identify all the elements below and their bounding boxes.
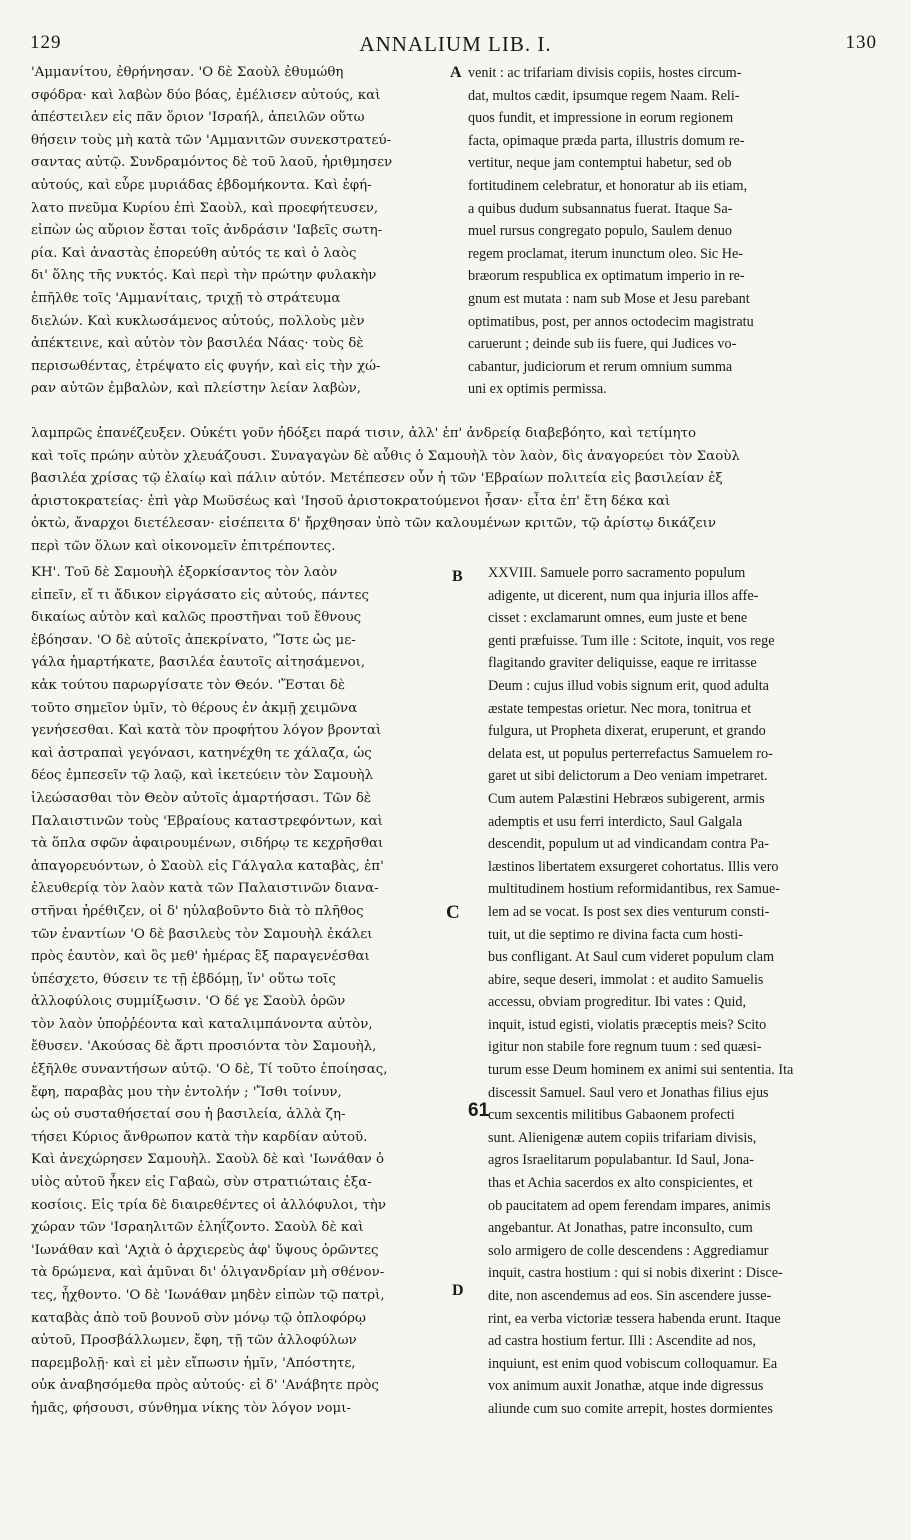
text-line: facta, opimaque præda parta, illustris domum re- <box>468 132 745 149</box>
text-line: ἱλεώσασθαι τὸν Θεὸν αὐτοῖς ἁμαρτήσασι. Τῶν δὲ <box>31 790 372 806</box>
text-line: ob paucitatem ad opem ferendam impares, animis <box>488 1197 771 1214</box>
text-line: læstinos libertatem exsurgeret cohortatus. Illis vero <box>488 858 779 875</box>
text-line: σφόδρα· καὶ λαβὼν δύο βόας, ἐμέλισεν αὐτούς, καὶ <box>31 87 381 103</box>
text-line: dite, non ascendemus ad eos. Sin ascendere jusse- <box>488 1288 772 1304</box>
text-line: optimatibus, post, per annos octodecim magistratu <box>468 313 754 330</box>
text-line: tuit, ut die septimo re divina facta cum hosti- <box>488 926 743 943</box>
left-page-number: 129 <box>30 32 62 53</box>
text-line: inquiunt, est enim quod vobiscum colloquamur. Ea <box>488 1355 778 1372</box>
text-line: ἔφη, παραβὰς μου τὴν ἐντολήν ; 'Ἴσθι τοίνυν, <box>31 1084 342 1100</box>
margin-number: 61 <box>468 1100 490 1121</box>
text-line: καὶ τοῖς πρώην αὐτὸν χλευάζουσι. Συναγαγὼν δὲ αὖθις ὁ Σαμουὴλ τὸν λαὸν, δὶς ἀναγορεύει τὸν Σαοὺλ <box>31 448 740 464</box>
margin-letter-a: A <box>450 64 462 81</box>
text-line: multitudinem hostium reformidantibus, rex Samue- <box>488 881 780 898</box>
text-line: cabantur, judiciorum et rerum omnium summa <box>468 358 733 375</box>
text-line: cum sexcentis militibus Gabaonem profecti <box>488 1107 735 1124</box>
text-line: περισωθέντας, ἐτρέψατο εἰς φυγήν, καὶ εἰς τὴν χώ- <box>31 358 381 374</box>
text-line: εἰπεῖν, εἴ τι ἄδικον εἰργάσατο εἰς αὐτούς, πάντες <box>31 587 369 603</box>
text-line: τῶν ἐναντίων 'Ο δὲ βασιλεὺς τὸν Σαμουὴλ ἐκάλει <box>31 926 373 942</box>
text-line: inquit, castra hostium : qui si nobis dixerint : Disce- <box>488 1265 783 1282</box>
text-line: οὐκ ἀναβησόμεθα πρὸς αὐτούς· εἰ δ' 'Ανάβητε πρὸς <box>31 1378 379 1394</box>
text-line: venit : ac trifariam divisis copiis, hostes circum- <box>468 65 742 81</box>
text-line: αὐτοῦ, Προσβάλλωμεν, ἔφη, τῇ τῶν ἀλλοφύλων <box>31 1333 357 1349</box>
text-line: adigente, ut dicerent, num qua injuria illos affe- <box>488 587 759 604</box>
text-line: τοῦτο σημεῖον ὑμῖν, τὸ θέρους ἐν ἀκμῇ χειμῶνα <box>31 700 358 716</box>
text-line: thas et Achia sacerdos ex alto conspicientes, et <box>488 1175 753 1192</box>
text-line: τὰ ὅπλα σφῶν ἀφαιρουμένων, σιδήρῳ τε κεχρῆσθαι <box>31 836 384 852</box>
text-line: υἱὸς αὐτοῦ ἧκεν εἰς Γαβαὼ, σὺν στρατιώταις ἑξα- <box>31 1175 372 1191</box>
text-line: καὶ ἀστραπαὶ γεγόνασι, κατηνέχθη τε χάλαζα, ὡς <box>31 745 372 761</box>
text-line: χώραν τῶν 'Ισραηλιτῶν ἐληΐζοντο. Σαοὺλ δὲ καὶ <box>31 1220 364 1236</box>
text-line: ademptis et usu ferri interdicto, Saul Galgala <box>488 813 743 830</box>
text-line: delata est, ut populus perterrefactus Samuelem ro- <box>488 745 773 762</box>
text-line: πρὸς ἑαυτὸν, καὶ ὃς μεθ' ἡμέρας ἓξ παραγενέσθαι <box>31 949 370 965</box>
text-line: γενήσεσθαι. Καὶ κατὰ τὸν προφήτου λόγον βρονταὶ <box>31 723 382 739</box>
running-title: ANNALIUM LIB. I. <box>359 32 552 56</box>
text-line: περὶ τῶν ὅλων καὶ οἰκονομεῖν ἐπιτρέποντες. <box>31 538 336 554</box>
text-line: τήσει Κύριος ἄνθρωπον κατὰ τὴν καρδίαν αὐτοῦ. <box>31 1129 368 1145</box>
text-line: σαντας αὐτῷ. Συνδραμόντος δὲ τοῦ λαοῦ, ἠριθμησεν <box>31 155 393 171</box>
text-line: τες, ἦχθοντο. 'Ο δὲ 'Ιωνάθαν μηδὲν εἰπὼν τῷ πατρὶ, <box>31 1288 385 1303</box>
text-line: θήσειν τοὺς μὴ κατὰ τῶν 'Αμμανιτῶν συνεκστρατεύ- <box>31 132 392 148</box>
text-line: ΚΗ'. Τοῦ δὲ Σαμουὴλ ἐξορκίσαντος τὸν λαὸν <box>31 565 338 580</box>
text-line: Deum : cujus illud vobis signum erit, quod adulta <box>488 677 769 694</box>
text-line: ἀπαγορευόντων, ὁ Σαοὺλ εἰς Γάλγαλα καταβὰς, ἐπ' <box>31 858 384 874</box>
text-line: αὐτούς, καὶ εὗρε μυριάδας ἑβδομήκοντα. Καὶ ἐφή- <box>31 177 372 193</box>
text-line: agros Israelitarum populabantur. Id Saul, Jona- <box>488 1152 754 1169</box>
text-line: 'Αμμανίτου, ἐθρήνησαν. 'Ο δὲ Σαοὺλ ἐθυμώθη <box>31 65 344 80</box>
margin-letter-b: B <box>452 568 463 585</box>
text-line: fulgura, ut Propheta dixerat, eruperunt, et grando <box>488 723 766 740</box>
text-line: κἀκ τούτου παρωργίσατε τὸν Θεόν. 'Ἔσται δὲ <box>31 677 346 693</box>
text-line: λαμπρῶς ἐπανέζευξεν. Οὐκέτι γοῦν ἠδόξει παρά τισιν, ἀλλ' ἐπ' ἀνδρείᾳ διαβεβόητο, καὶ τετίμητο <box>31 426 697 441</box>
text-line: flagitando graviter deliquisse, eaque re irritasse <box>488 655 757 672</box>
text-line: cisset : exclamarunt omnes, eum juste et bene <box>488 610 748 627</box>
latin-column-top <box>468 62 880 401</box>
text-line: solo armigero de colle descendens : Aggrediamur <box>488 1242 769 1259</box>
text-line: ὡς οὐ συσταθήσεταί σου ἡ βασιλεία, ἀλλὰ ζη- <box>31 1107 346 1123</box>
text-line: XXVIII. Samuele porro sacramento populum <box>488 565 746 581</box>
text-line: ἐλευθερίᾳ τὸν λαὸν κατὰ τῶν Παλαιστινῶν διανα- <box>31 881 379 897</box>
text-line: lem ad se vocat. Is post sex dies venturum consti- <box>488 903 770 920</box>
text-line: inquit, istud egisti, violatis præceptis meis? Scito <box>488 1016 767 1033</box>
margin-letter-d: D <box>452 1282 464 1299</box>
margin-letter-c: C <box>446 902 460 923</box>
latin-column-bottom <box>488 562 880 1421</box>
text-line: ρία. Καὶ ἀναστὰς ἐπορεύθη αὐτός τε καὶ ὁ λαὸς <box>31 245 357 261</box>
text-line: ἀλλοφύλοις συμμίξωσιν. 'Ο δέ γε Σαοὺλ ὁρῶν <box>31 994 346 1010</box>
text-line: ἀριστοκρατείας· ἐπὶ γὰρ Μωϋσέως καὶ 'Ιησοῦ ἀριστοκρατούμενοι ἦσαν· εἶτα ἐπ' ἔτη δέκα καὶ <box>31 493 671 509</box>
text-line: regem proclamat, iterum inunctum oleo. Sic He- <box>468 245 743 262</box>
text-line: vox animum auxit Jonathæ, atque inde digressus <box>488 1378 764 1395</box>
text-line: gnum est mutata : nam sub Mose et Jesu parebant <box>468 290 750 307</box>
text-line: δέος ἐμπεσεῖν τῷ λαῷ, καὶ ἱκετεύειν τὸν Σαμουὴλ <box>31 768 374 784</box>
text-line: Παλαιστινῶν τοὺς 'Εβραίους καταστρεφόντων, καὶ <box>31 813 383 829</box>
greek-column-bottom <box>31 562 446 1421</box>
text-line: abire, seque deseri, immolat : et audito Samuelis <box>488 971 764 988</box>
text-line: bræorum respublica ex optimatum imperio in re- <box>468 268 745 285</box>
text-line: angebantur. At Jonathas, patre inconsulto, cum <box>488 1220 753 1237</box>
greek-column-top <box>31 62 446 401</box>
text-line: ὑπέσχετο, θύσειν τε τῇ ἑβδόμῃ, ἵν' οὕτω τοῖς <box>31 971 336 987</box>
text-line: διελών. Καὶ κυκλωσάμενος αὐτούς, πολλοὺς μὲν <box>31 313 365 329</box>
text-line: ad castra hostium fertur. Illi : Ascendite ad nos, <box>488 1333 756 1350</box>
text-line: ἀπέστειλεν εἰς πᾶν ὅριον 'Ισραήλ, ἀπειλῶν οὕτω <box>31 110 365 126</box>
text-line: ἡμᾶς, φήσουσι, σύνθημα νίκης τὸν λόγον νομι- <box>31 1400 352 1416</box>
text-line: τὸν λαὸν ὑποῤῥέοντα καὶ καταλιμπάνοντα αὐτὸν, <box>31 1016 373 1032</box>
text-line: ἐβόησαν. 'Ο δὲ αὐτοῖς ἀπεκρίνατο, 'Ἴστε ὡς με- <box>31 632 356 648</box>
text-line: vertitur, neque jam contemptui habetur, sed ob <box>468 155 732 172</box>
text-line: accessu, obviam progreditur. Ibi vates : Quid, <box>488 994 747 1011</box>
text-line: στῆναι ἠρέθιζεν, οἱ δ' ηὐλαβοῦντο διὰ τὸ πλῆθος <box>31 903 364 919</box>
text-line: παρεμβολῇ· καὶ εἰ μὲν εἴπωσιν ἡμῖν, 'Απόστητε, <box>31 1355 356 1371</box>
text-line: γάλα ἡμαρτήκατε, βασιλέα ἑαυτοῖς αἰτησάμενοι, <box>31 655 366 671</box>
page-header <box>0 22 911 56</box>
text-line: ἐπῆλθε τοῖς 'Αμμανίταις, τριχῇ τὸ στράτευμα <box>31 290 341 306</box>
text-line: δι' ὅλης τῆς νυκτός. Καὶ περὶ τὴν πρώτην φυλακὴν <box>31 268 377 284</box>
text-line: ἐξῆλθε συναντήσων αὐτῷ. 'Ο δὲ, Τί τοῦτο ἐποίησας, <box>31 1062 388 1078</box>
text-line: λατο πνεῦμα Κυρίου ἐπὶ Σαοὺλ, καὶ προεφήτευσεν, <box>31 200 379 216</box>
text-line: a quibus dudum subsannatus fuerat. Itaque Sa- <box>468 200 733 217</box>
text-line: igitur non stabile fore regnum tuum : sed quæsi- <box>488 1039 762 1056</box>
text-line: garet ut sibi delictorum a Deo veniam impetraret. <box>488 768 768 785</box>
right-page-number: 130 <box>845 32 877 53</box>
text-line: βασιλέα χρίσας τῷ ἐλαίῳ καὶ πάλιν αὐτόν. Μετέπεσεν οὖν ἡ τῶν 'Εβραίων πολιτεία εἰς βασιλείαν ἐξ <box>31 471 723 487</box>
text-line: Cum autem Palæstini Hebræos subigerent, armis <box>488 790 765 807</box>
text-line: εἰπὼν ὡς αὔριον ἔσται τοῖς ἀνδράσιν 'Ιαβεῖς σωτη- <box>31 223 383 239</box>
text-line: bus confligant. At Saul cum videret populum clam <box>488 949 775 966</box>
text-line: τὰ δρώμενα, καὶ ἀμῦναι δι' ὀλιγανδρίαν μὴ σθένον- <box>31 1265 385 1281</box>
text-line: quos fundit, et impressione in eorum regionem <box>468 110 734 127</box>
text-line: ἔθυσεν. 'Ακούσας δὲ ἄρτι προσιόντα τὸν Σαμουὴλ, <box>31 1039 377 1055</box>
text-line: æstate tempestas orietur. Nec mora, tonitrua et <box>488 700 752 717</box>
text-line: muel rursus congregato populo, Saulem denuo <box>468 223 732 240</box>
greek-full-width-block <box>31 423 879 559</box>
text-line: 'Ιωνάθαν καὶ 'Αχιὰ ὁ ἀρχιερεὺς ἀφ' ὕψους ὁρῶντες <box>31 1242 379 1258</box>
text-line: descendit, populum ut ad vindicandam contra Pa- <box>488 836 769 853</box>
text-line: aliunde cum suo comite arrepit, hostes dormientes <box>488 1400 773 1417</box>
text-line: rint, ea verba victoriæ tessera habenda erunt. Itaque <box>488 1310 781 1327</box>
text-line: dat, multos cædit, ipsumque regem Naam. Reli- <box>468 87 740 104</box>
text-line: δικαίως αὐτὸν καὶ καλῶς προστῆναι τοῦ ἔθνους <box>31 610 362 626</box>
text-line: καταβὰς ἀπὸ τοῦ βουνοῦ σὺν μόνῳ τῷ ὁπλοφόρῳ <box>31 1310 366 1326</box>
text-line: ὀκτὼ, ἄναρχοι διετέλεσαν· εἰσέπειτα δ' ἤρχθησαν ὑπὸ τῶν καλουμένων κριτῶν, τῷ ἀρίστῳ δικάζειν <box>31 516 716 532</box>
text-line: κοσίοις. Εἰς τρία δὲ διαιρεθέντες οἱ ἀλλόφυλοι, τὴν <box>31 1197 386 1213</box>
text-line: fortitudinem celebratur, et honoratur ab iis etiam, <box>468 177 748 194</box>
text-line: ἀπέκτεινε, καὶ αὐτὸν τὸν βασιλέα Νάας· τοὺς δὲ <box>31 336 364 352</box>
text-line: discessit Samuel. Saul vero et Jonathas filius ejus <box>488 1084 769 1101</box>
text-line: caruerunt ; deinde sub iis fuere, qui Judices vo- <box>468 336 737 353</box>
text-line: ραν αὐτῶν ἐμβαλὼν, καὶ πλείστην λείαν λαβὼν, <box>31 381 362 397</box>
text-line: turum esse Deum hominem ex animi sui sententia. Ita <box>488 1062 794 1079</box>
text-line: Καὶ ἀνεχώρησεν Σαμουὴλ. Σαοὺλ δὲ καὶ 'Ιωνάθαν ὁ <box>31 1152 385 1168</box>
text-line: genti præfuisse. Tum ille : Scitote, inquit, vos rege <box>488 632 775 649</box>
text-line: uni ex optimis permissa. <box>468 381 607 398</box>
text-line: sunt. Alienigenæ autem copiis trifariam divisis, <box>488 1129 757 1146</box>
